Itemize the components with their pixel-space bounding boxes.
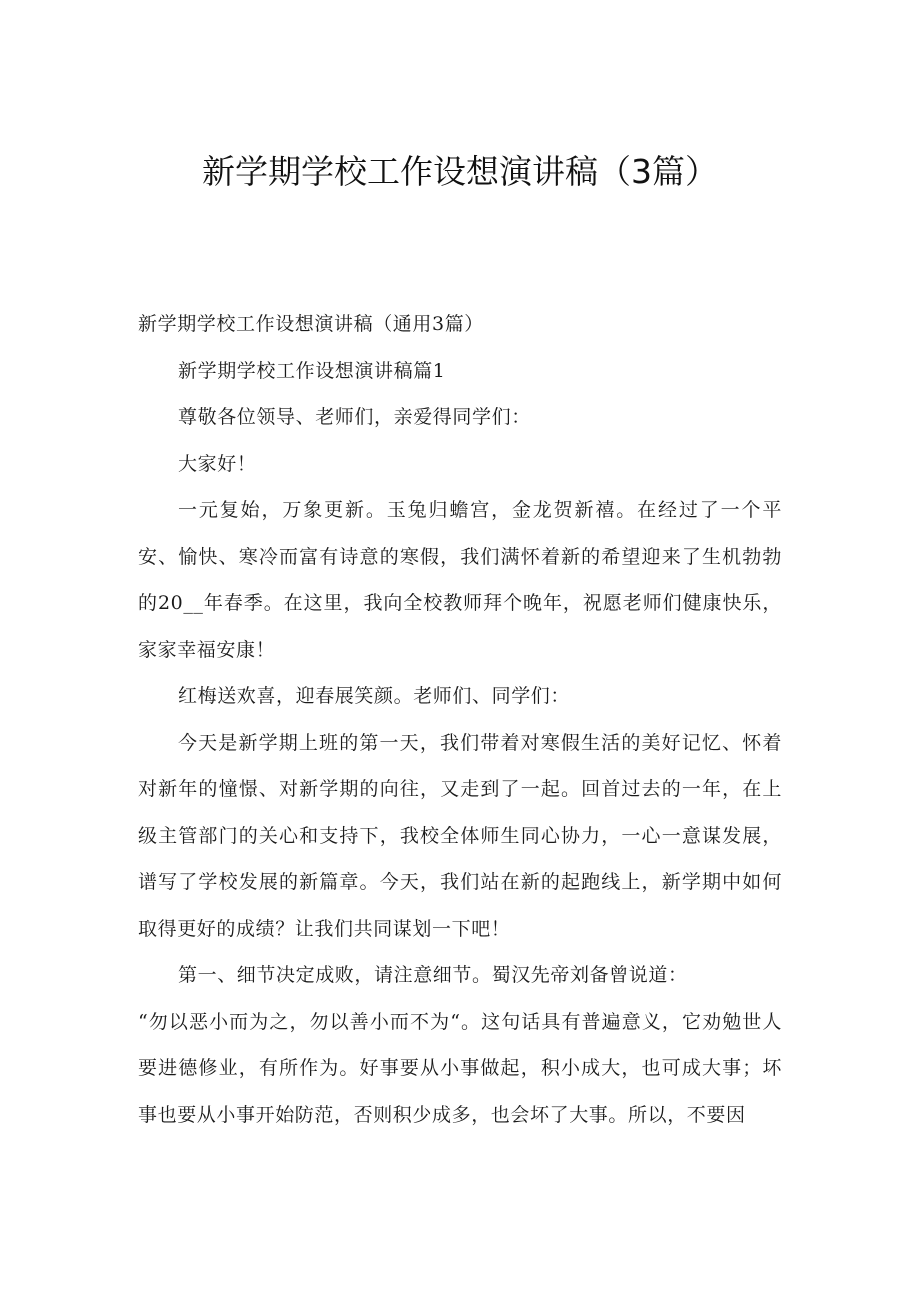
- paragraph-review: 今天是新学期上班的第一天，我们带着对寒假生活的美好记忆、怀着对新年的憧憬、对新学期的向往，又走到了一起。回首过去的一年，在上级主管部门的关心和支持下，我校全体师生同心协力，一心一意谋发展，谱写了学校发展的新篇章。今天，我们站在新的起跑线上，新学期中如何取得更好的成绩？让我们共同谋划一下吧！: [138, 731, 782, 940]
- document-title: 新学期学校工作设想演讲稿（3篇）: [202, 152, 718, 191]
- paragraph-salutation: 尊敬各位领导、老师们，亲爱得同学们：: [178, 406, 531, 428]
- paragraph-point-one: 第一、细节决定成败，请注意细节。蜀汉先帝刘备曾说道：: [178, 964, 688, 986]
- paragraph-address: 红梅送欢喜，迎春展笑颜。老师们、同学们：: [178, 685, 571, 707]
- document-body: [138, 301, 782, 1138]
- paragraph-new-year-wishes: 一元复始，万象更新。玉兔归蟾宫，金龙贺新禧。在经过了一个平安、愉快、寒冷而富有诗意的寒假，我们满怀着新的希望迎来了生机勃勃的20__年春季。在这里，我向全校教师拜个晚年，祝愿老师们健康快乐，家家幸福安康！: [138, 499, 782, 661]
- paragraph-section-heading: 新学期学校工作设想演讲稿篇1: [178, 359, 446, 382]
- paragraph-subtitle: 新学期学校工作设想演讲稿（通用3篇）: [138, 313, 484, 335]
- paragraph-greeting: 大家好！: [178, 452, 257, 475]
- paragraph-quote: “勿以恶小而为之，勿以善小而不为“。这句话具有普遍意义，它劝勉世人要进德修业，有所作为。好事要从小事做起，积小成大，也可成大事；坏事也要从小事开始防范，否则积少成多，也会坏了大事。所以，不要因: [138, 1010, 782, 1126]
